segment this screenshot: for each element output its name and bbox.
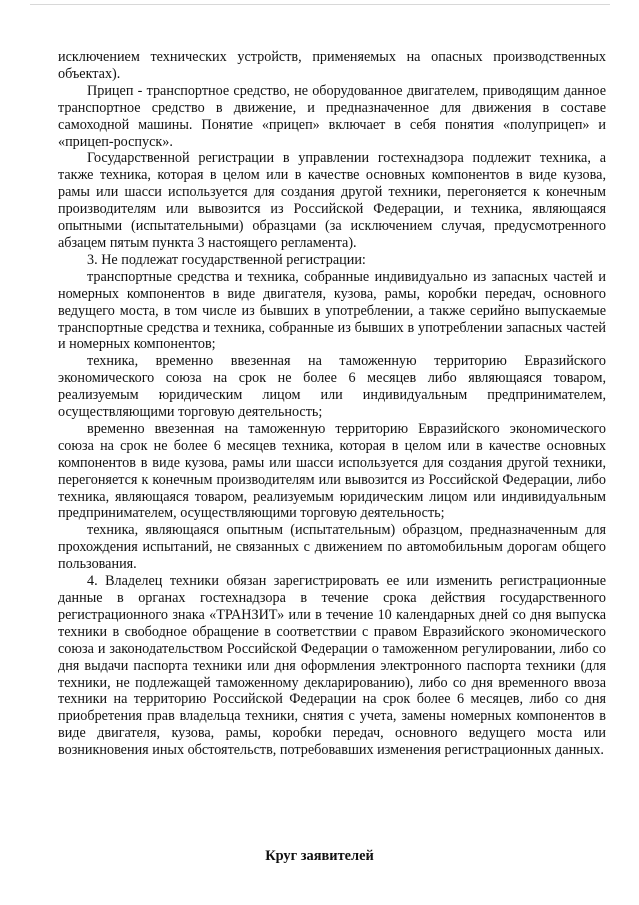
document-body [58,49,606,759]
paragraph-exemption-prototype: техника, являющаяся опытным (испытательным) образцом, предназначенным для прохождения испытаний, не связанных с движением по автомобильным дорогам общего пользования. [58,522,606,573]
section-heading: Круг заявителей [265,848,374,864]
paragraph-trailer-definition: Прицеп - транспортное средство, не оборудованное двигателем, приводящим данное транспортное средство в движение, и предназначенное для движения в составе самоходной машины. Понятие «прицеп» включает в себя понятия «полуприцеп» и «прицеп-роспуск». [58,82,606,150]
item-4-owner-obligation: 4. Владелец техники обязан зарегистрировать ее или изменить регистрационные данные в органах гостехнадзора в течение срока действия государственного регистрационного знака «ТРАНЗИТ» или в течение 10 календарных дней со дня выпуска техники в свободное обращение в соответствии с правом Евразийского экономического союза и законодательством Российской Федерации о таможенном регулировании, либо со дня выдачи паспорта техники или дня оформления электронного паспорта техники (для техники, не подлежащей таможенному декларированию), либо со дня временного ввоза техники на территорию Российской Федерации на срок более 6 месяцев, либо со дня приобретения прав владельца техники, снятия с учета, замены номерных компонентов в виде двигателя, кузова, рамы, коробки передач, основного ведущего моста или возникновения иных обстоятельств, потребовавших изменения регистрационных данных. [58,573,606,759]
paragraph-continuation: исключением технических устройств, применяемых на опасных производственных объектах). [58,49,606,82]
item-3-heading: 3. Не подлежат государственной регистрации: [87,251,366,268]
paragraph-registration-scope: Государственной регистрации в управлении гостехнадзора подлежит техника, а также техника, которая в целом или в качестве основных компонентов в виде кузова, рамы или шасси используется для создания другой техники, перегоняется к конечным производителям или вывозится из Российской Федерации, и техника, являющаяся опытными (испытательными) образцами (за исключением случая, предусмотренного абзацем пятым пункта 3 настоящего регламента). [58,150,606,251]
paragraph-exemption-assembled: транспортные средства и техника, собранные индивидуально из запасных частей и номерных компонентов в виде двигателя, кузова, рамы, коробки передач, основного ведущего моста, в том числе из бывших в употреблении, а также серийно выпускаемые транспортные средства и техника, собранные из бывших в употреблении запасных частей и номерных компонентов; [58,268,606,353]
top-scan-edge [30,4,610,5]
paragraph-exemption-temporary-import: техника, временно ввезенная на таможенную территорию Евразийского экономического союза на срок не более 6 месяцев либо являющаяся товаром, реализуемым юридическим лицом или индивидуальным предпринимателем, осуществляющими торговую деятельность; [58,353,606,421]
paragraph-exemption-components: временно ввезенная на таможенную территорию Евразийского экономического союза на срок не более 6 месяцев техника, которая в целом или в качестве основных компонентов в виде кузова, рамы или шасси используется для создания другой техники, перегоняется к конечным производителям или вывозится из Российской Федерации, либо техника, являющаяся товаром, реализуемым юридическим лицом или индивидуальным предпринимателем, осуществляющими торговую деятельность; [58,420,606,522]
